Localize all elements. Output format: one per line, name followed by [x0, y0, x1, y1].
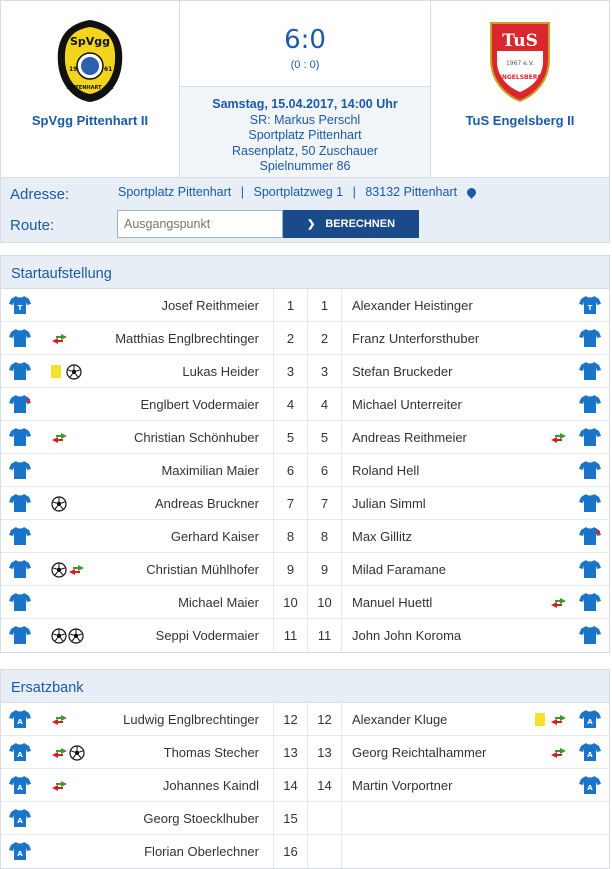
away-player-events [535, 703, 567, 736]
home-player-cell [1, 289, 273, 321]
home-player-cell [1, 322, 273, 354]
svg-text:TuS: TuS [502, 31, 538, 51]
home-player-name[interactable]: Lukas Heider [182, 364, 259, 379]
home-player-cell [1, 553, 273, 585]
score-box [180, 1, 430, 87]
home-player-name[interactable]: Seppi Vodermaier [155, 628, 259, 643]
home-shirt-number: 16 [273, 835, 307, 868]
svg-text:A: A [587, 751, 593, 759]
jersey-icon [579, 427, 601, 447]
address-separator: | [352, 185, 356, 199]
jersey-icon [579, 295, 601, 315]
lineup-row [1, 736, 609, 769]
bench-section [0, 669, 610, 869]
jersey-icon [579, 559, 601, 579]
svg-text:ENGELSBERG: ENGELSBERG [497, 74, 543, 81]
home-player-events [51, 619, 84, 652]
yellow-card-icon [535, 713, 545, 726]
away-player-cell [341, 388, 609, 420]
away-shirt-number: 1 [307, 289, 341, 321]
away-player-cell [341, 619, 609, 652]
jersey-icon [579, 493, 601, 513]
home-shirt-number: 14 [273, 769, 307, 801]
goal-ball-icon [51, 628, 67, 644]
home-team-logo[interactable] [55, 19, 125, 103]
lineup-row [1, 487, 609, 520]
bench-title: Ersatzbank [1, 670, 609, 703]
home-team-name[interactable]: SpVgg Pittenhart II [31, 113, 149, 128]
away-player-name[interactable]: Franz Unterforsthuber [352, 331, 480, 346]
jersey-icon [9, 559, 31, 579]
home-shirt-number: 9 [273, 553, 307, 585]
lineup-row [1, 802, 609, 835]
yellow-card-icon [51, 365, 61, 378]
calculate-route-label: BERECHNEN [325, 218, 396, 230]
away-shirt-number [307, 835, 341, 868]
home-player-name[interactable]: Georg Stoecklhuber [143, 811, 259, 826]
away-player-cell [341, 289, 609, 321]
home-shirt-number: 12 [273, 703, 307, 735]
jersey-icon [9, 460, 31, 480]
jersey-icon [9, 742, 31, 762]
address-street[interactable]: Sportplatzweg 1 [253, 185, 344, 199]
away-player-name[interactable]: Michael Unterreiter [352, 397, 462, 412]
final-score: 6:0 [284, 25, 326, 55]
chevron-right-icon: ❯ [306, 218, 316, 230]
jersey-icon [579, 775, 601, 795]
home-shirt-number: 8 [273, 520, 307, 552]
referee: SR: Markus Perschl [249, 112, 361, 127]
home-player-name[interactable]: Florian Oberlechner [144, 844, 259, 859]
away-player-name[interactable]: Milad Faramane [352, 562, 446, 577]
home-player-name[interactable]: Josef Reithmeier [161, 298, 259, 313]
home-player-name[interactable]: Christian Schönhuber [133, 430, 259, 445]
away-team-panel [431, 1, 609, 177]
away-player-name[interactable]: Roland Hell [352, 463, 420, 478]
goal-ball-icon [68, 628, 84, 644]
jersey-icon [9, 709, 31, 729]
substitution-icon [51, 746, 68, 760]
home-player-cell [1, 802, 273, 834]
svg-text:A: A [587, 718, 593, 726]
away-player-name[interactable]: Martin Vorportner [352, 778, 453, 793]
home-player-events [51, 553, 85, 586]
home-team-panel [1, 1, 179, 177]
goal-ball-icon [66, 364, 82, 380]
away-player-cell [341, 520, 609, 552]
away-player-cell [341, 736, 609, 768]
starting-lineup-table [1, 289, 609, 652]
score-panel [179, 1, 431, 177]
goal-ball-icon [69, 745, 85, 761]
jersey-icon [9, 394, 31, 414]
substitution-icon [51, 713, 68, 727]
jersey-icon [579, 526, 601, 546]
away-shirt-number: 7 [307, 487, 341, 519]
svg-text:A: A [17, 817, 23, 825]
svg-text:A: A [17, 850, 23, 858]
bench-table [1, 703, 609, 868]
away-shirt-number: 6 [307, 454, 341, 486]
away-player-events [550, 586, 567, 619]
away-player-events [550, 421, 567, 454]
home-shirt-number: 11 [273, 619, 307, 652]
away-shirt-number: 9 [307, 553, 341, 585]
away-player-cell [341, 322, 609, 354]
home-player-name[interactable]: Matthias Englbrechtinger [115, 331, 259, 346]
away-player-name[interactable]: Georg Reichtalhammer [352, 745, 487, 760]
home-player-cell [1, 421, 273, 453]
jersey-icon [9, 526, 31, 546]
goal-ball-icon [51, 496, 67, 512]
away-shirt-number: 14 [307, 769, 341, 801]
away-team-name[interactable]: TuS Engelsberg II [465, 113, 575, 128]
route-start-input[interactable] [117, 210, 283, 238]
svg-text:PITTENHART e.V.: PITTENHART e.V. [66, 85, 114, 91]
jersey-icon [9, 592, 31, 612]
away-shirt-number: 5 [307, 421, 341, 453]
jersey-icon [9, 427, 31, 447]
venue: Sportplatz Pittenhart [248, 128, 362, 142]
calculate-route-button[interactable] [283, 210, 419, 238]
jersey-icon [9, 328, 31, 348]
home-player-cell [1, 355, 273, 387]
lineup-row [1, 322, 609, 355]
home-player-events [51, 736, 85, 769]
halftime-score: (0 : 0) [290, 59, 320, 71]
goal-ball-icon [51, 562, 67, 578]
away-player-name[interactable]: Max Gillitz [352, 529, 412, 544]
away-shirt-number: 8 [307, 520, 341, 552]
away-player-name[interactable]: Manuel Huettl [352, 595, 433, 610]
home-shirt-number: 6 [273, 454, 307, 486]
away-player-cell [341, 553, 609, 585]
match-header [0, 0, 610, 178]
jersey-icon [9, 841, 31, 861]
away-shirt-number: 13 [307, 736, 341, 768]
away-player-name[interactable]: John John Koroma [352, 628, 462, 643]
home-shirt-number: 15 [273, 802, 307, 834]
away-shirt-number: 3 [307, 355, 341, 387]
home-player-cell [1, 487, 273, 519]
away-shirt-number [307, 802, 341, 834]
svg-text:A: A [17, 751, 23, 759]
home-player-events [51, 421, 68, 454]
home-shirt-number: 2 [273, 322, 307, 354]
home-shirt-number: 7 [273, 487, 307, 519]
jersey-icon [579, 742, 601, 762]
svg-text:SpVgg: SpVgg [69, 35, 111, 48]
away-player-name[interactable]: Alexander Heistinger [352, 298, 473, 313]
address-text [118, 185, 476, 199]
jersey-icon [579, 394, 601, 414]
home-player-cell [1, 769, 273, 801]
svg-text:A: A [17, 718, 23, 726]
home-player-name[interactable]: Englbert Vodermaier [140, 397, 259, 412]
jersey-icon [9, 361, 31, 381]
svg-text:1967 e.V.: 1967 e.V. [505, 60, 535, 67]
svg-text:T: T [587, 304, 593, 312]
home-player-cell [1, 835, 273, 868]
home-shirt-number: 10 [273, 586, 307, 618]
home-shirt-number: 5 [273, 421, 307, 453]
home-player-name[interactable]: Maximilian Maier [161, 463, 259, 478]
home-player-events [51, 487, 67, 520]
home-player-events [51, 355, 82, 388]
home-player-cell [1, 454, 273, 486]
away-player-cell [341, 355, 609, 387]
lineup-row [1, 586, 609, 619]
address-separator: | [240, 185, 244, 199]
home-player-cell [1, 703, 273, 735]
substitution-icon [51, 779, 68, 793]
jersey-icon [579, 328, 601, 348]
lineup-row [1, 289, 609, 322]
jersey-icon [579, 592, 601, 612]
home-player-cell [1, 586, 273, 618]
jersey-icon [9, 625, 31, 645]
away-player-cell [341, 586, 609, 618]
jersey-icon [9, 295, 31, 315]
away-player-name[interactable]: Andreas Reithmeier [352, 430, 467, 445]
away-player-name[interactable]: Stefan Bruckeder [352, 364, 453, 379]
home-player-cell [1, 736, 273, 768]
home-player-name[interactable]: Christian Mühlhofer [146, 562, 259, 577]
away-shirt-number: 11 [307, 619, 341, 652]
away-shirt-number: 2 [307, 322, 341, 354]
home-player-name[interactable]: Johannes Kaindl [162, 778, 259, 793]
substitution-icon [68, 563, 85, 577]
home-shirt-number: 1 [273, 289, 307, 321]
home-player-events [51, 769, 68, 802]
game-number: Spielnummer 86 [259, 159, 351, 173]
away-player-events [550, 736, 567, 769]
substitution-icon [550, 431, 567, 445]
lineup-row [1, 553, 609, 586]
jersey-icon [579, 361, 601, 381]
away-shirt-number: 4 [307, 388, 341, 420]
away-player-name[interactable]: Julian Simml [352, 496, 426, 511]
svg-text:19: 19 [69, 66, 78, 73]
away-shirt-number: 12 [307, 703, 341, 735]
away-player-cell [341, 487, 609, 519]
svg-text:T: T [17, 304, 23, 312]
lineup-row [1, 454, 609, 487]
lineup-row [1, 388, 609, 421]
jersey-icon [9, 493, 31, 513]
match-date: Samstag, 15.04.2017, 14:00 Uhr [212, 97, 398, 111]
address-venue[interactable]: Sportplatz Pittenhart [118, 185, 232, 199]
jersey-icon [579, 460, 601, 480]
jersey-icon [9, 808, 31, 828]
away-player-cell [341, 421, 609, 453]
address-label: Adresse: [10, 186, 70, 203]
lineup-row [1, 703, 609, 736]
svg-text:A: A [587, 784, 593, 792]
substitution-icon [550, 713, 567, 727]
home-shirt-number: 13 [273, 736, 307, 768]
away-player-cell [341, 769, 609, 801]
substitution-icon [51, 332, 68, 346]
lineup-row [1, 835, 609, 868]
home-player-name[interactable]: Andreas Bruckner [154, 496, 259, 511]
jersey-icon [9, 775, 31, 795]
home-player-cell [1, 520, 273, 552]
home-shirt-number: 3 [273, 355, 307, 387]
jersey-icon [579, 709, 601, 729]
route-label: Route: [10, 217, 55, 234]
lineup-row [1, 769, 609, 802]
svg-text:A: A [17, 784, 23, 792]
away-player-cell [341, 703, 609, 735]
lineup-row [1, 421, 609, 454]
starting-lineup-section [0, 255, 610, 653]
map-pin-icon[interactable] [465, 186, 478, 199]
home-player-name[interactable]: Gerhard Kaiser [170, 529, 259, 544]
home-player-events [51, 322, 68, 355]
away-player-cell [341, 835, 609, 868]
substitution-icon [550, 746, 567, 760]
pitch-info: Rasenplatz, 50 Zuschauer [232, 143, 378, 158]
match-info [180, 87, 430, 175]
home-player-events [51, 703, 68, 736]
substitution-icon [550, 596, 567, 610]
lineup-row [1, 619, 609, 652]
away-player-name[interactable]: Alexander Kluge [352, 712, 448, 727]
substitution-icon [51, 431, 68, 445]
home-player-name[interactable]: Michael Maier [178, 595, 259, 610]
home-shirt-number: 4 [273, 388, 307, 420]
lineup-row [1, 355, 609, 388]
away-shirt-number: 10 [307, 586, 341, 618]
away-player-cell [341, 802, 609, 834]
home-player-cell [1, 619, 273, 652]
home-player-cell [1, 388, 273, 420]
address-zip-city[interactable]: 83132 Pittenhart [365, 185, 458, 199]
lineup-row [1, 520, 609, 553]
svg-text:61: 61 [104, 66, 113, 73]
away-team-logo[interactable] [485, 19, 555, 103]
starting-lineup-title: Startaufstellung [1, 256, 609, 289]
home-player-name[interactable]: Thomas Stecher [163, 745, 259, 760]
home-player-name[interactable]: Ludwig Englbrechtinger [123, 712, 259, 727]
away-player-cell [341, 454, 609, 486]
jersey-icon [579, 625, 601, 645]
